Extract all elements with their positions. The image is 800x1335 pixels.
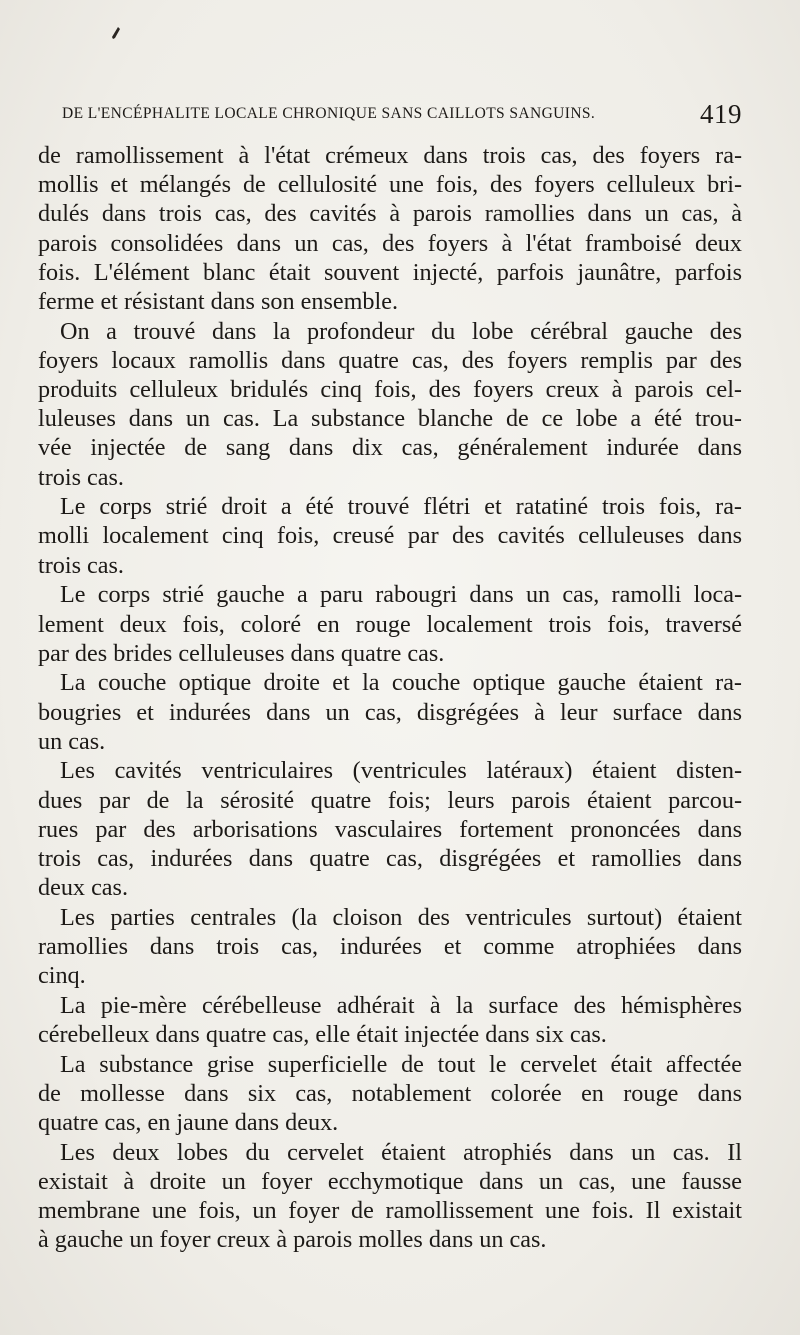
paragraph xyxy=(38,317,742,492)
text-line: rues par des arborisations vasculaires fortement prononcées dans xyxy=(38,815,742,843)
paragraph xyxy=(38,991,742,1049)
text-line: ferme et résistant dans son ensemble. xyxy=(38,287,399,315)
paragraph xyxy=(38,756,742,902)
text-line: La couche optique droite et la couche optique gauche étaient ra- xyxy=(60,669,742,697)
ink-mark-icon xyxy=(111,26,121,40)
text-line: un cas. xyxy=(38,727,106,755)
text-line: ramollies dans trois cas, indurées et comme atrophiées dans xyxy=(38,933,742,961)
text-line: foyers locaux ramollis dans quatre cas, des foyers remplis par des xyxy=(38,346,742,374)
text-line: à gauche un foyer creux à parois molles dans un cas. xyxy=(38,1226,547,1254)
text-line: bougries et indurées dans un cas, disgrégées à leur surface dans xyxy=(38,698,742,726)
paragraph xyxy=(38,492,742,580)
text-line: par des brides celluleuses dans quatre cas. xyxy=(38,639,445,667)
text-line: On a trouvé dans la profondeur du lobe cérébral gauche des xyxy=(60,317,742,345)
paragraph xyxy=(38,668,742,756)
text-line: deux cas. xyxy=(38,874,128,902)
text-line: cérebelleux dans quatre cas, elle était injectée dans six cas. xyxy=(38,1021,607,1049)
text-line: existait à droite un foyer ecchymotique dans un cas, une fausse xyxy=(38,1168,742,1196)
text-line: trois cas. xyxy=(38,551,124,579)
text-line: de mollesse dans six cas, notablement colorée en rouge dans xyxy=(38,1080,742,1107)
text-line: Les parties centrales (la cloison des ventricules surtout) étaient xyxy=(60,903,742,931)
text-line: produits celluleux bridulés cinq fois, des foyers creux à parois cel- xyxy=(38,376,742,403)
text-line: cinq. xyxy=(38,962,86,990)
text-line: Les cavités ventriculaires (ventricules latéraux) étaient disten- xyxy=(60,757,742,785)
text-line: trois cas. xyxy=(38,463,124,491)
body-text xyxy=(38,141,742,1255)
text-line: dues par de la sérosité quatre fois; leurs parois étaient parcou- xyxy=(38,786,742,814)
paragraph xyxy=(38,1138,742,1255)
running-header xyxy=(38,99,742,129)
paragraph xyxy=(38,1050,742,1138)
text-line: parois consolidées dans un cas, des foyers à l'état framboisé deux xyxy=(38,229,742,257)
text-line: vée injectée de sang dans dix cas, généralement indurée dans xyxy=(38,434,742,462)
paragraph xyxy=(38,141,742,316)
text-line: Les deux lobes du cervelet étaient atrophiés dans un cas. Il xyxy=(60,1138,742,1166)
text-line: lement deux fois, coloré en rouge localement trois fois, traversé xyxy=(38,610,742,638)
text-line: luleuses dans un cas. La substance blanche de ce lobe a été trou- xyxy=(38,405,742,433)
text-line: de ramollissement à l'état crémeux dans trois cas, des foyers ra- xyxy=(38,142,742,169)
text-line: molli localement cinq fois, creusé par des cavités celluleuses dans xyxy=(38,522,742,550)
text-line: membrane une fois, un foyer de ramollissement une fois. Il existait xyxy=(38,1197,742,1225)
text-line: mollis et mélangés de cellulosité une fois, des foyers celluleux bri- xyxy=(38,171,742,199)
text-line: La substance grise superficielle de tout le cervelet était affectée xyxy=(60,1050,742,1078)
running-title: DE L'ENCÉPHALITE LOCALE CHRONIQUE SANS CAILLOTS SANGUINS. xyxy=(62,105,596,122)
text-line: quatre cas, en jaune dans deux. xyxy=(38,1109,339,1137)
text-line: Le corps strié droit a été trouvé flétri et ratatiné trois fois, ra- xyxy=(60,493,742,521)
paragraph xyxy=(38,903,742,991)
paragraph xyxy=(38,580,742,668)
text-line: trois cas, indurées dans quatre cas, disgrégées et ramollies dans xyxy=(38,845,742,872)
text-line: Le corps strié gauche a paru rabougri dans un cas, ramolli loca- xyxy=(60,581,742,609)
text-line: La pie-mère cérébelleuse adhérait à la surface des hémisphères xyxy=(60,991,742,1019)
text-line: fois. L'élément blanc était souvent injecté, parfois jaunâtre, parfois xyxy=(38,258,742,286)
text-line: dulés dans trois cas, des cavités à parois ramollies dans un cas, à xyxy=(38,200,742,228)
page-number: 419 xyxy=(700,99,742,129)
